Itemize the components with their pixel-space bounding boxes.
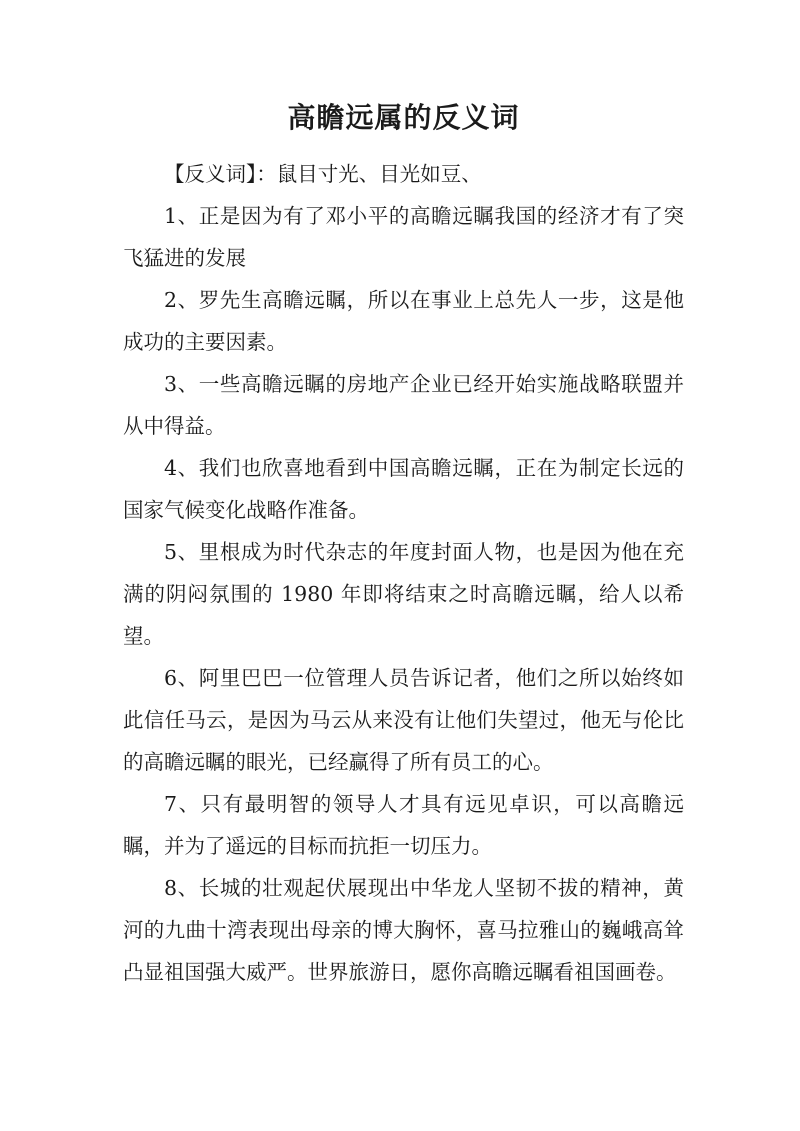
paragraph-example-8: 8、长城的壮观起伏展现出中华龙人坚韧不拔的精神，黄河的九曲十湾表现出母亲的博大胸怀，喜马拉雅山的巍峨高耸凸显祖国强大威严。世界旅游日，愿你高瞻远瞩看祖国画卷。 [123, 876, 684, 984]
paragraph-example-2: 2、罗先生高瞻远瞩，所以在事业上总先人一步，这是他成功的主要因素。 [123, 288, 684, 354]
paragraph-example-1: 1、正是因为有了邓小平的高瞻远瞩我国的经济才有了突飞猛进的发展 [123, 204, 684, 270]
paragraph-antonyms: 【反义词】：鼠目寸光、目光如豆、 [164, 162, 482, 186]
paragraph-example-6: 6、阿里巴巴一位管理人员告诉记者，他们之所以始终如此信任马云，是因为马云从来没有让他们失望过，他无与伦比的高瞻远瞩的眼光，已经赢得了所有员工的心。 [123, 666, 684, 774]
paragraph-example-7: 7、只有最明智的领导人才具有远见卓识，可以高瞻远瞩，并为了遥远的目标而抗拒一切压力。 [123, 792, 684, 858]
paragraph-example-4: 4、我们也欣喜地看到中国高瞻远瞩，正在为制定长远的国家气候变化战略作准备。 [123, 456, 684, 522]
document-title: 高瞻远属的反义词 [287, 101, 520, 134]
paragraph-example-5: 5、里根成为时代杂志的年度封面人物，也是因为他在充满的阴闷氛围的 1980 年即将结束之时高瞻远瞩，给人以希望。 [123, 540, 684, 648]
paragraph-example-3: 3、一些高瞻远瞩的房地产企业已经开始实施战略联盟并从中得益。 [123, 372, 684, 438]
